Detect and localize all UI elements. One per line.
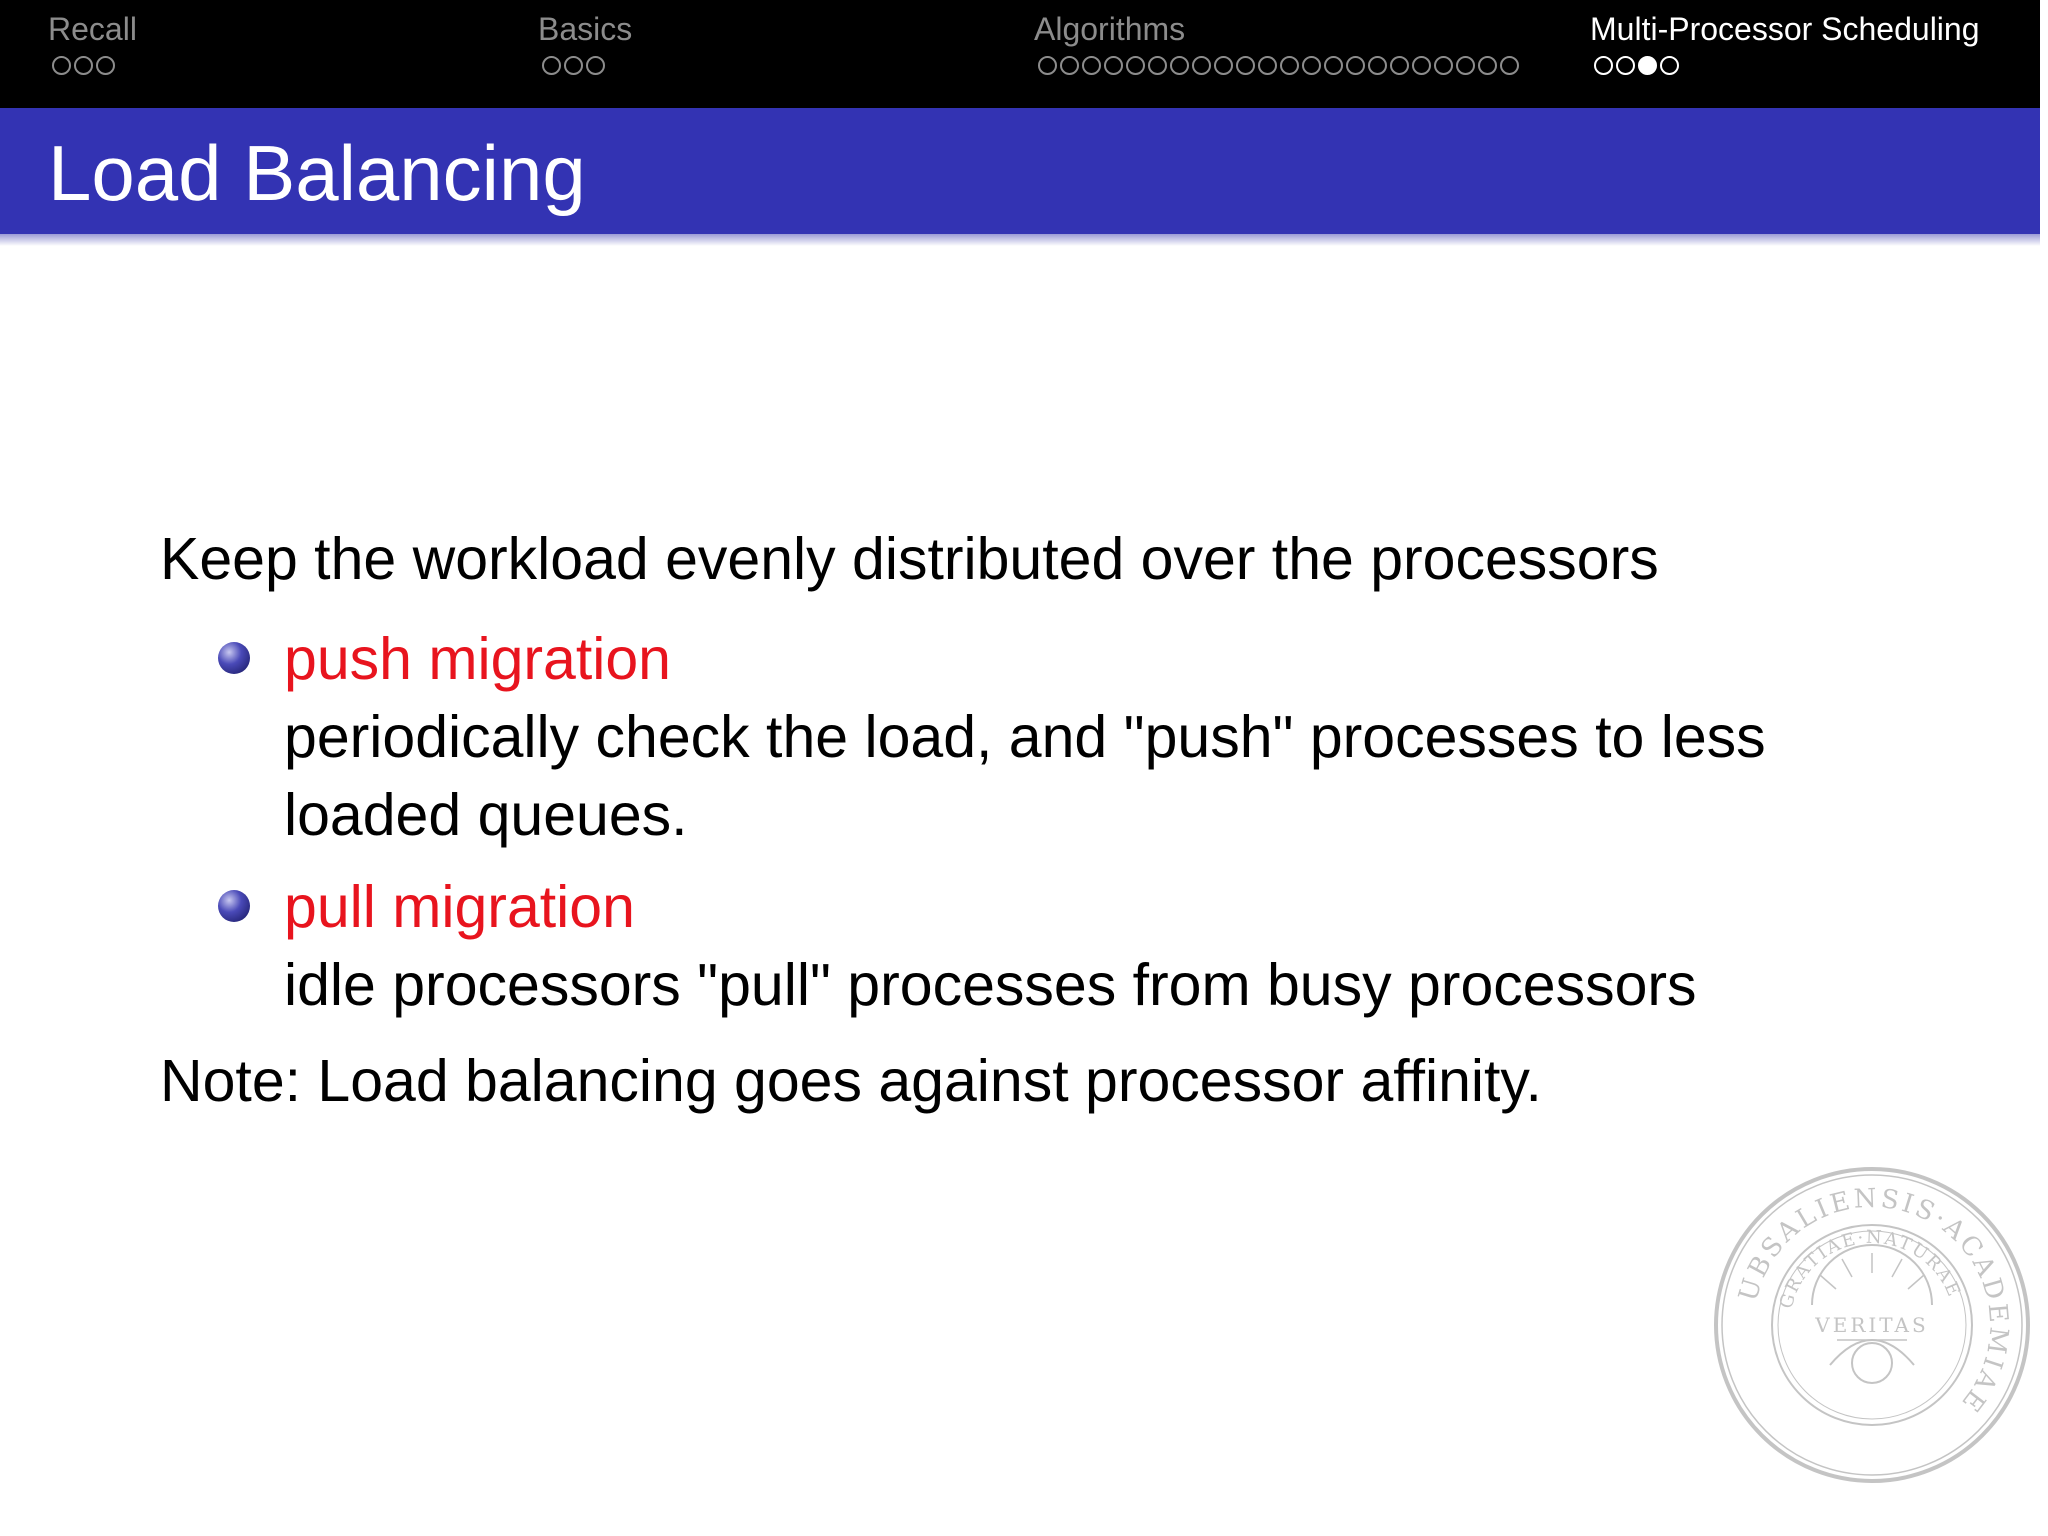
title-bar	[0, 108, 2040, 234]
nav-dot[interactable]	[1434, 56, 1453, 75]
nav-dot[interactable]	[1616, 56, 1635, 75]
nav-frame-dots	[542, 56, 632, 75]
seal-outer-inscription: UBSALIENSIS·ACADEMIAE	[1733, 1183, 2014, 1420]
nav-dot[interactable]	[1236, 56, 1255, 75]
nav-dot[interactable]	[586, 56, 605, 75]
university-seal-logo	[1712, 1165, 2032, 1485]
nav-section-multi-processor-scheduling[interactable]	[1590, 10, 1980, 75]
note-text: Note: Load balancing goes against processor affinity.	[160, 1048, 1542, 1114]
bullet-description-line: periodically check the load, and "push" processes to less	[284, 704, 1766, 770]
bullet-description-line: idle processors "pull" processes from busy processors	[284, 952, 1697, 1018]
nav-section-basics[interactable]	[538, 10, 632, 75]
bullet-ball-icon	[218, 642, 250, 674]
svg-text:GRATIAE·NATURAE	[1776, 1227, 1965, 1311]
nav-dot[interactable]	[1170, 56, 1189, 75]
nav-frame-dots	[52, 56, 137, 75]
navigation-bar	[0, 0, 2040, 108]
bullet-ball-icon	[218, 890, 250, 922]
nav-dot[interactable]	[52, 56, 71, 75]
bullet-description-line: loaded queues.	[284, 782, 688, 848]
bullet-list	[160, 620, 1920, 1024]
nav-dot[interactable]	[1660, 56, 1679, 75]
nav-section-title[interactable]: Multi-Processor Scheduling	[1590, 11, 1980, 47]
nav-dot[interactable]	[564, 56, 583, 75]
nav-dot[interactable]	[1192, 56, 1211, 75]
nav-dot[interactable]	[1280, 56, 1299, 75]
nav-dot[interactable]	[1148, 56, 1167, 75]
nav-dot[interactable]	[1104, 56, 1123, 75]
seal-motto: VERITAS	[1815, 1313, 1929, 1337]
nav-dot-current[interactable]	[1638, 56, 1657, 75]
nav-dot[interactable]	[96, 56, 115, 75]
nav-frame-dots	[1038, 56, 1519, 75]
nav-dot[interactable]	[1324, 56, 1343, 75]
nav-section-algorithms[interactable]	[1034, 10, 1519, 75]
nav-dot[interactable]	[1390, 56, 1409, 75]
nav-section-recall[interactable]	[48, 10, 137, 75]
nav-dot[interactable]	[1038, 56, 1057, 75]
nav-dot[interactable]	[1082, 56, 1101, 75]
nav-dot[interactable]	[1594, 56, 1613, 75]
nav-dot[interactable]	[1302, 56, 1321, 75]
bullet-term: push migration	[284, 626, 671, 692]
nav-dot[interactable]	[1456, 56, 1475, 75]
nav-dot[interactable]	[1412, 56, 1431, 75]
intro-text: Keep the workload evenly distributed over the processors	[160, 526, 1659, 592]
bullet-pull-migration	[160, 868, 1920, 1024]
nav-dot[interactable]	[74, 56, 93, 75]
nav-dot[interactable]	[1126, 56, 1145, 75]
bullet-push-migration	[160, 620, 1920, 854]
nav-dot[interactable]	[1214, 56, 1233, 75]
slide-content	[160, 520, 1920, 1120]
nav-dot[interactable]	[1500, 56, 1519, 75]
title-bar-shadow	[0, 234, 2040, 246]
nav-dot[interactable]	[1368, 56, 1387, 75]
nav-frame-dots	[1594, 56, 1980, 75]
nav-dot[interactable]	[1258, 56, 1277, 75]
nav-dot[interactable]	[1060, 56, 1079, 75]
nav-section-title[interactable]: Algorithms	[1034, 11, 1186, 47]
bullet-term: pull migration	[284, 874, 635, 940]
nav-dot[interactable]	[542, 56, 561, 75]
nav-dot[interactable]	[1478, 56, 1497, 75]
nav-dot[interactable]	[1346, 56, 1365, 75]
slide-title: Load Balancing	[48, 129, 586, 217]
nav-section-title[interactable]: Basics	[538, 11, 633, 47]
seal-inner-inscription: GRATIAE·NATURAE	[1775, 1226, 1965, 1312]
nav-section-title[interactable]: Recall	[48, 11, 137, 47]
